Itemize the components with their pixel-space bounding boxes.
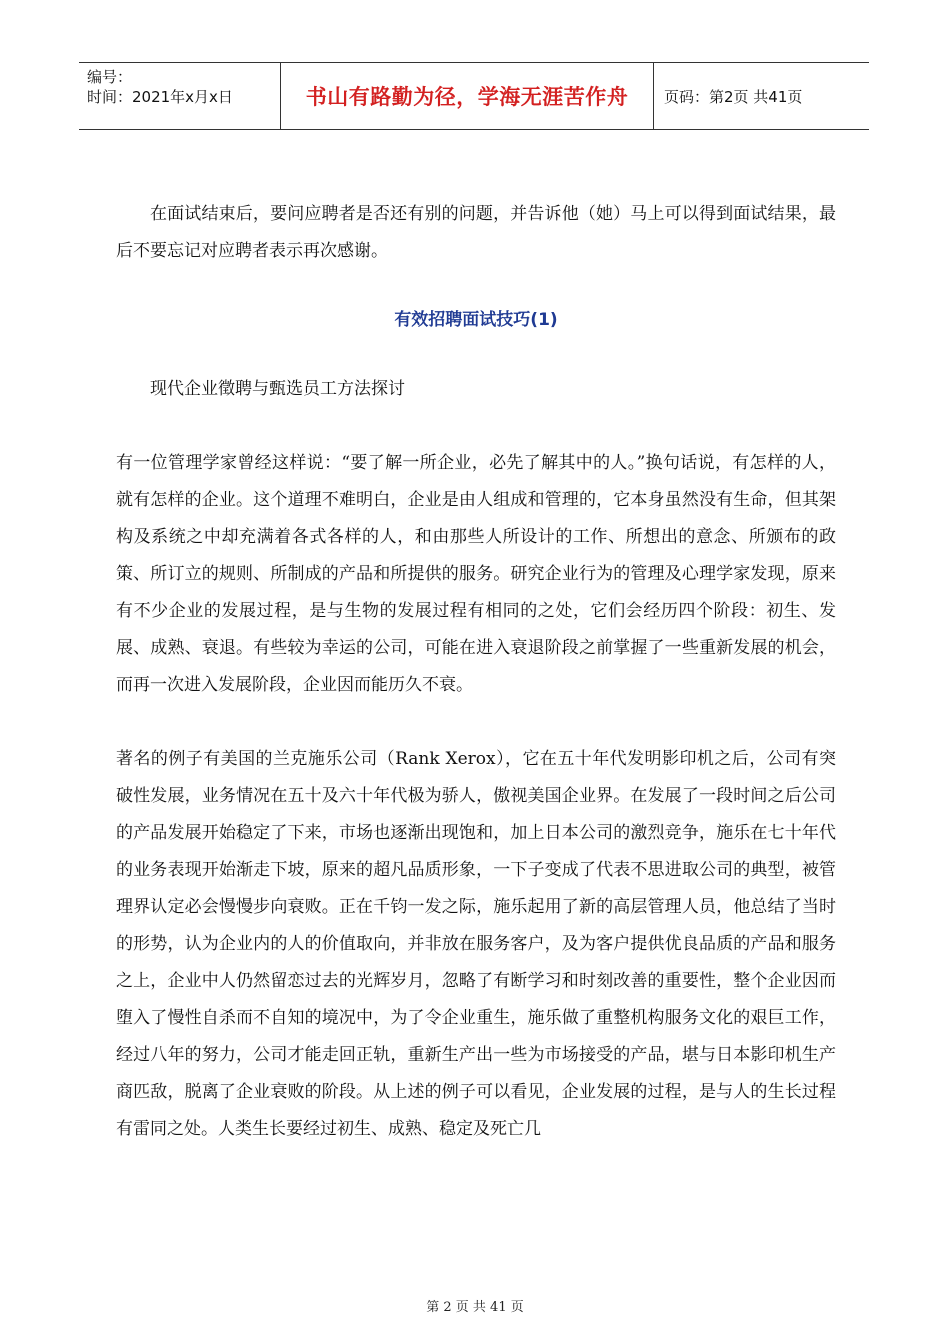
document-number-label: 编号： — [87, 68, 133, 86]
document-date-label: 时间：2021年x月x日 — [87, 88, 233, 106]
header-meta-cell — [79, 63, 280, 129]
page-footer: 第 2 页 共 41 页 — [426, 1300, 524, 1315]
subtitle: 现代企业徵聘与甄选员工方法探讨 — [150, 379, 405, 399]
spacer — [116, 704, 836, 741]
header-page-label: 页码：第2页 共41页 — [664, 87, 803, 106]
document-body — [116, 196, 836, 1148]
header-motto: 书山有路勤为径，学海无涯苦作舟 — [280, 63, 654, 129]
paragraph-2: 著名的例子有美国的兰克施乐公司（Rank Xerox），它在五十年代发明影印机之后，公司有突破性发展，业务情况在五十及六十年代极为骄人，傲视美国企业界。在发展了一段时间之后公司的产品发展开始稳定了下来，市场也逐渐出现饱和，加上日本公司的激烈竞争，施乐在七十年代的业务表现开始渐走下坡，原来的超凡品质形象，一下子变成了代表不思进取公司的典型，被管理界认定必会慢慢步向衰败。正在千钧一发之际，施乐起用了新的高层管理人员，他总结了当时的形势，认为企业内的人的价值取向，并非放在服务客户，及为客户提供优良品质的产品和服务之上，企业中人仍然留恋过去的光辉岁月，忽略了有断学习和时刻改善的重要性，整个企业因而堕入了慢性自杀而不自知的境况中，为了令企业重生，施乐做了重整机构服务文化的艰巨工作，经过八年的努力，公司才能走回正轨，重新生产出一些为市场接受的产品，堪与日本影印机生产商匹敌，脱离了企业衰败的阶段。从上述的例子可以看见，企业发展的过程，是与人的生长过程有雷同之处。人类生长要经过初生、成熟、稳定及死亡几 — [116, 749, 836, 1139]
document-header — [79, 62, 869, 130]
intro-paragraph: 在面试结束后，要问应聘者是否还有别的问题，并告诉他（她）马上可以得到面试结果，最后不要忘记对应聘者表示再次感谢。 — [116, 204, 836, 261]
spacer — [116, 408, 836, 445]
paragraph-1: 有一位管理学家曾经这样说：“要了解一所企业，必先了解其中的人。”换句话说，有怎样的人，就有怎样的企业。这个道理不难明白，企业是由人组成和管理的，它本身虽然没有生命，但其架构及系统之中却充满着各式各样的人，和由那些人所设计的工作、所想出的意念、所颁布的政策、所订立的规则、所制成的产品和所提供的服务。研究企业行为的管理及心理学家发现，原来有不少企业的发展过程，是与生物的发展过程有相同的之处，它们会经历四个阶段：初生、发展、成熟、衰退。有些较为幸运的公司，可能在进入衰退阶段之前掌握了一些重新发展的机会，而再一次进入发展阶段，企业因而能历久不衰。 — [116, 453, 836, 695]
section-title: 有效招聘面试技巧(1) — [394, 310, 558, 330]
